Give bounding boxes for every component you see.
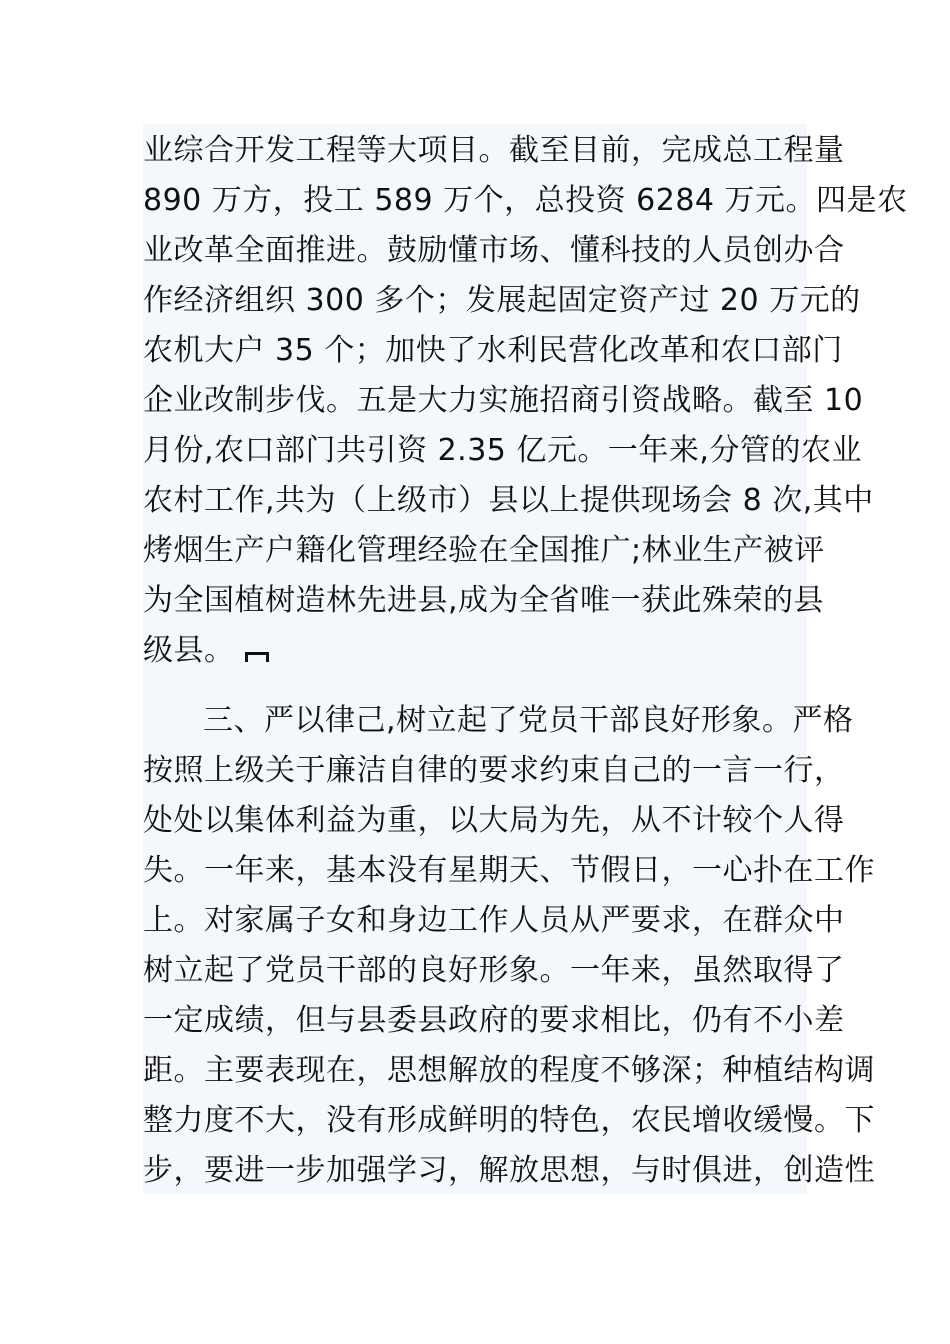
text-line: 烤烟生产户籍化管理经验在全国推广;林业生产被评 xyxy=(143,533,825,568)
text-line: 企业改制步伐。五是大力实施招商引资战略。截至 10 xyxy=(143,383,864,418)
document-text-area xyxy=(143,124,908,1194)
text-line: 业改革全面推进。鼓励懂市场、懂科技的人员创办合 xyxy=(143,233,845,268)
text-line: 步，要进一步加强学习，解放思想，与时俱进，创造性 xyxy=(143,1153,875,1188)
paragraph-first-line: 三、严以律己,树立起了党员干部良好形象。严格 xyxy=(203,703,854,738)
text-line: 按照上级关于廉洁自律的要求约束自己的一言一行， xyxy=(143,753,845,788)
text-line: 树立起了党员干部的良好形象。一年来，虽然取得了 xyxy=(143,953,845,988)
text-line: 上。对家属子女和身边工作人员从严要求，在群众中 xyxy=(143,903,845,938)
paragraph-mark-icon xyxy=(245,652,269,662)
text-line: 890 万方，投工 589 万个，总投资 6284 万元。四是农 xyxy=(143,183,908,218)
text-line: 整力度不大，没有形成鲜明的特色，农民增收缓慢。下 xyxy=(143,1103,875,1138)
text-line: 作经济组织 300 多个；发展起固定资产过 20 万元的 xyxy=(143,283,861,318)
text-line-content: 级县。 xyxy=(143,633,235,668)
text-line: 业综合开发工程等大项目。截至目前，完成总工程量 xyxy=(143,133,845,168)
text-line: 距。主要表现在，思想解放的程度不够深；种植结构调 xyxy=(143,1053,875,1088)
text-line: 处处以集体利益为重，以大局为先，从不计较个人得 xyxy=(143,803,845,838)
text-line: 为全国植树造林先进县,成为全省唯一获此殊荣的县 xyxy=(143,583,825,618)
text-line-last xyxy=(143,626,269,676)
text-line: 农机大户 35 个；加快了水利民营化改革和农口部门 xyxy=(143,333,843,368)
text-line: 农村工作,共为（上级市）县以上提供现场会 8 次,其中 xyxy=(143,483,874,518)
text-line: 一定成绩，但与县委县政府的要求相比，仍有不小差 xyxy=(143,1003,845,1038)
text-line: 失。一年来，基本没有星期天、节假日，一心扑在工作 xyxy=(143,853,875,888)
text-line: 月份,农口部门共引资 2.35 亿元。一年来,分管的农业 xyxy=(143,433,862,468)
